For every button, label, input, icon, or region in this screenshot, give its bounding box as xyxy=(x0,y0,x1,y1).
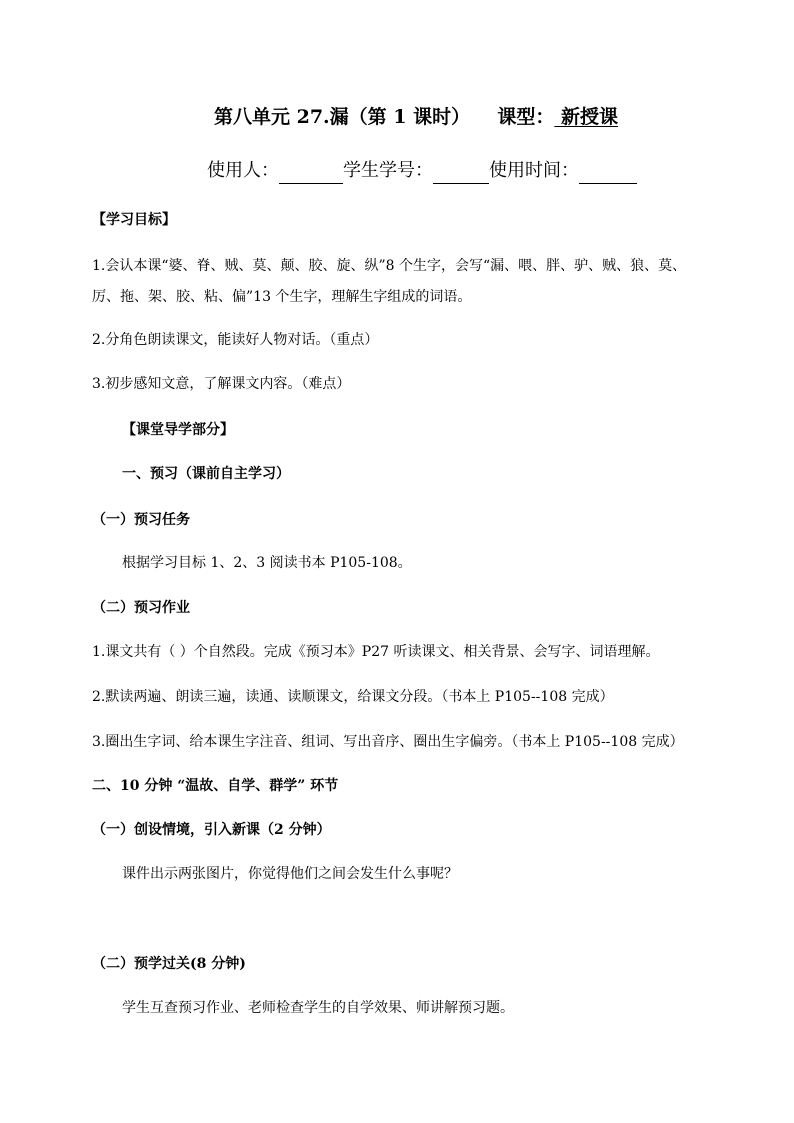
date-label: 使用时间： xyxy=(489,160,579,181)
section-1-title: 一、预习（课前自主学习） xyxy=(122,466,290,482)
objective-1-line-1: 1.会认本课“婆、脊、贼、莫、颠、胶、旋、纵”8 个生字，会写“漏、喂、胖、驴、贼、狼、莫、 xyxy=(92,258,687,274)
objectives-heading: 【学习目标】 xyxy=(92,212,176,228)
scene-intro-title: （一）创设情境，引入新课（2 分钟） xyxy=(92,822,331,838)
objective-2: 2.分角色朗读课文，能读好人物对话。（重点） xyxy=(92,332,379,348)
student-id-label: 学生学号： xyxy=(343,160,433,181)
section-2-title: 二、10 分钟 “温故、自学、群学” 环节 xyxy=(92,778,339,794)
objective-3: 3.初步感知文意，了解课文内容。（难点） xyxy=(92,376,351,392)
preview-check-text: 学生互查预习作业、老师检查学生的自学效果、师讲解预习题。 xyxy=(122,1000,514,1016)
user-label: 使用人： xyxy=(207,160,279,181)
objective-1-line-2: 厉、拖、架、胶、粘、偏”13 个生字，理解生字组成的词语。 xyxy=(92,289,472,305)
homework-item-1: 1.课文共有（ ）个自然段。完成《预习本》P27 听读课文、相关背景、会写字、词语理解。 xyxy=(92,644,660,660)
preview-check-title: （二）预学过关(8 分钟) xyxy=(92,956,246,972)
scene-intro-text: 课件出示两张图片，你觉得他们之间会发生什么事呢？ xyxy=(122,866,458,882)
lesson-type-value: 新授课 xyxy=(554,106,619,128)
classroom-heading: 【课堂导学部分】 xyxy=(122,422,234,438)
user-blank xyxy=(279,165,343,184)
page-title xyxy=(214,104,618,130)
homework-item-2: 2.默读两遍、朗读三遍，读通、读顺课文，给课文分段。（书本上 P105--108 完成） xyxy=(92,689,614,705)
preview-task-title: （一）预习任务 xyxy=(92,512,190,528)
title-main: 第八单元 27.漏（第 1 课时） xyxy=(214,106,471,128)
student-id-blank xyxy=(433,165,489,184)
preview-task-text: 根据学习目标 1、2、3 阅读书本 P105-108。 xyxy=(122,555,412,571)
lesson-type-label: 课型： xyxy=(497,106,555,128)
homework-item-3: 3.圈出生字词、给本课生字注音、组词、写出音序、圈出生字偏旁。（书本上 P105--108 完成） xyxy=(92,734,684,750)
date-blank xyxy=(579,165,637,184)
info-line xyxy=(207,158,637,184)
preview-homework-title: （二）预习作业 xyxy=(92,600,190,616)
